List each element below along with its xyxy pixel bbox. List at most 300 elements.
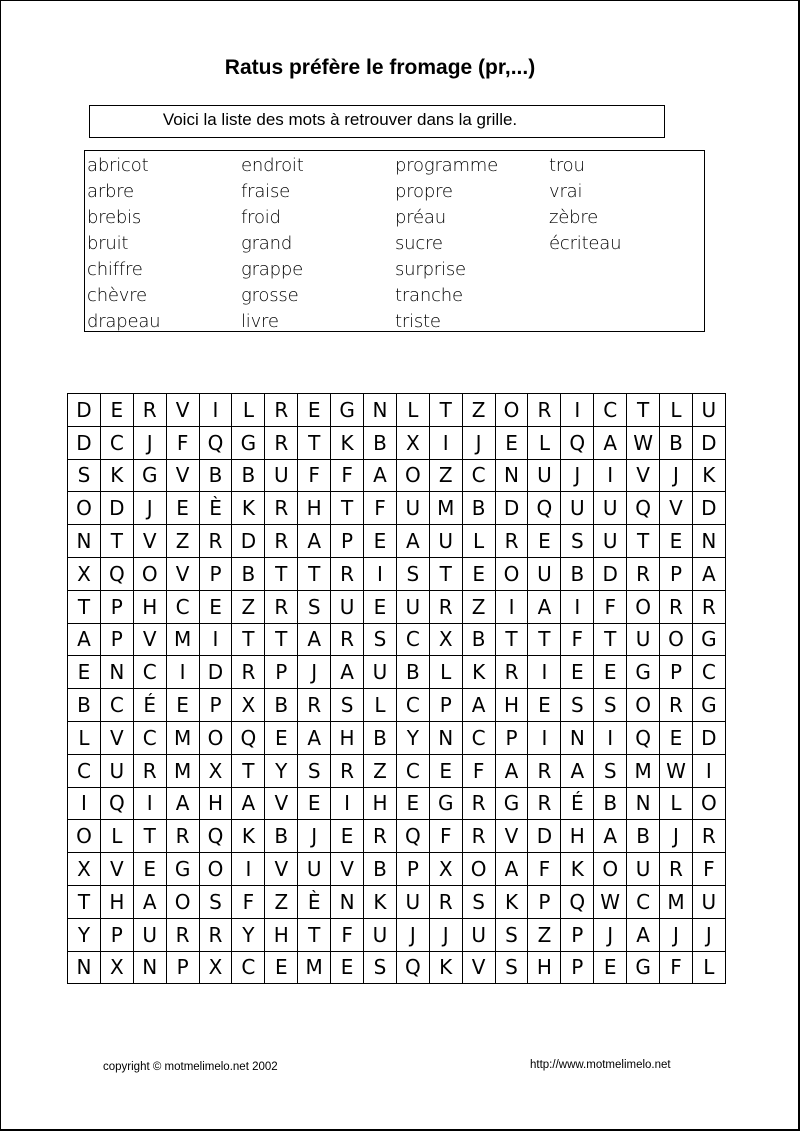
grid-cell[interactable]: Z bbox=[462, 394, 495, 427]
grid-cell[interactable]: U bbox=[594, 492, 627, 525]
grid-cell[interactable]: T bbox=[232, 754, 265, 787]
grid-cell[interactable]: P bbox=[396, 853, 429, 886]
grid-cell[interactable]: S bbox=[462, 885, 495, 918]
grid-cell[interactable]: U bbox=[692, 394, 725, 427]
grid-cell[interactable]: F bbox=[298, 459, 331, 492]
grid-cell[interactable]: I bbox=[166, 656, 199, 689]
grid-cell[interactable]: R bbox=[265, 590, 298, 623]
grid-cell[interactable]: C bbox=[100, 426, 133, 459]
grid-cell[interactable]: X bbox=[396, 426, 429, 459]
grid-cell[interactable]: X bbox=[199, 951, 232, 984]
grid-cell[interactable]: A bbox=[594, 820, 627, 853]
grid-cell[interactable]: O bbox=[166, 885, 199, 918]
grid-cell[interactable]: A bbox=[298, 721, 331, 754]
grid-cell[interactable]: M bbox=[660, 885, 693, 918]
grid-cell[interactable]: T bbox=[429, 394, 462, 427]
grid-cell[interactable]: K bbox=[364, 885, 397, 918]
grid-cell[interactable]: X bbox=[100, 951, 133, 984]
grid-cell[interactable]: T bbox=[265, 557, 298, 590]
grid-cell[interactable]: A bbox=[692, 557, 725, 590]
grid-cell[interactable]: P bbox=[528, 885, 561, 918]
grid-cell[interactable]: V bbox=[166, 394, 199, 427]
grid-cell[interactable]: G bbox=[495, 787, 528, 820]
grid-cell[interactable]: J bbox=[298, 820, 331, 853]
grid-cell[interactable]: J bbox=[561, 459, 594, 492]
grid-cell[interactable]: E bbox=[298, 394, 331, 427]
grid-cell[interactable]: K bbox=[100, 459, 133, 492]
grid-cell[interactable]: C bbox=[396, 754, 429, 787]
grid-cell[interactable]: P bbox=[100, 623, 133, 656]
grid-cell[interactable]: H bbox=[561, 820, 594, 853]
grid-cell[interactable]: X bbox=[429, 623, 462, 656]
grid-cell[interactable]: N bbox=[692, 525, 725, 558]
grid-cell[interactable]: P bbox=[100, 590, 133, 623]
grid-cell[interactable]: M bbox=[166, 754, 199, 787]
grid-cell[interactable]: C bbox=[133, 656, 166, 689]
grid-cell[interactable]: F bbox=[660, 951, 693, 984]
grid-cell[interactable]: L bbox=[364, 689, 397, 722]
grid-cell[interactable]: C bbox=[396, 623, 429, 656]
grid-cell[interactable]: U bbox=[396, 885, 429, 918]
grid-cell[interactable]: S bbox=[298, 590, 331, 623]
grid-cell[interactable]: P bbox=[660, 557, 693, 590]
grid-cell[interactable]: I bbox=[364, 557, 397, 590]
grid-cell[interactable]: B bbox=[232, 459, 265, 492]
grid-cell[interactable]: E bbox=[462, 557, 495, 590]
grid-cell[interactable]: Z bbox=[364, 754, 397, 787]
grid-cell[interactable]: R bbox=[133, 754, 166, 787]
grid-cell[interactable]: V bbox=[265, 787, 298, 820]
grid-cell[interactable]: Q bbox=[232, 721, 265, 754]
grid-cell[interactable]: R bbox=[265, 525, 298, 558]
grid-cell[interactable]: D bbox=[232, 525, 265, 558]
grid-cell[interactable]: L bbox=[692, 951, 725, 984]
grid-cell[interactable]: R bbox=[660, 689, 693, 722]
grid-cell[interactable]: K bbox=[462, 656, 495, 689]
grid-cell[interactable]: I bbox=[232, 853, 265, 886]
grid-cell[interactable]: W bbox=[660, 754, 693, 787]
grid-cell[interactable]: P bbox=[495, 721, 528, 754]
grid-cell[interactable]: X bbox=[232, 689, 265, 722]
grid-cell[interactable]: P bbox=[166, 951, 199, 984]
grid-cell[interactable]: H bbox=[199, 787, 232, 820]
grid-cell[interactable]: Q bbox=[528, 492, 561, 525]
grid-cell[interactable]: E bbox=[364, 525, 397, 558]
grid-cell[interactable]: N bbox=[495, 459, 528, 492]
grid-cell[interactable]: B bbox=[265, 689, 298, 722]
grid-cell[interactable]: K bbox=[561, 853, 594, 886]
grid-cell[interactable]: C bbox=[594, 394, 627, 427]
grid-cell[interactable]: J bbox=[133, 492, 166, 525]
grid-cell[interactable]: D bbox=[692, 426, 725, 459]
grid-cell[interactable]: A bbox=[232, 787, 265, 820]
grid-cell[interactable]: B bbox=[561, 557, 594, 590]
grid-cell[interactable]: I bbox=[495, 590, 528, 623]
grid-cell[interactable]: N bbox=[100, 656, 133, 689]
grid-cell[interactable]: P bbox=[199, 689, 232, 722]
grid-cell[interactable]: L bbox=[396, 394, 429, 427]
grid-cell[interactable]: K bbox=[331, 426, 364, 459]
grid-cell[interactable]: U bbox=[561, 492, 594, 525]
grid-cell[interactable]: M bbox=[429, 492, 462, 525]
grid-cell[interactable]: R bbox=[660, 853, 693, 886]
grid-cell[interactable]: R bbox=[265, 492, 298, 525]
grid-cell[interactable]: Q bbox=[627, 492, 660, 525]
grid-cell[interactable]: U bbox=[331, 590, 364, 623]
grid-cell[interactable]: G bbox=[627, 656, 660, 689]
grid-cell[interactable]: R bbox=[495, 656, 528, 689]
grid-cell[interactable]: E bbox=[396, 787, 429, 820]
grid-cell[interactable]: S bbox=[331, 689, 364, 722]
grid-cell[interactable]: Q bbox=[396, 951, 429, 984]
grid-cell[interactable]: T bbox=[429, 557, 462, 590]
grid-cell[interactable]: P bbox=[100, 918, 133, 951]
grid-cell[interactable]: R bbox=[429, 590, 462, 623]
grid-cell[interactable]: B bbox=[660, 426, 693, 459]
grid-cell[interactable]: F bbox=[166, 426, 199, 459]
grid-cell[interactable]: X bbox=[68, 557, 101, 590]
grid-cell[interactable]: J bbox=[429, 918, 462, 951]
grid-cell[interactable]: Y bbox=[265, 754, 298, 787]
grid-cell[interactable]: J bbox=[660, 820, 693, 853]
grid-cell[interactable]: U bbox=[627, 853, 660, 886]
grid-cell[interactable]: S bbox=[298, 754, 331, 787]
grid-cell[interactable]: V bbox=[166, 557, 199, 590]
grid-cell[interactable]: R bbox=[528, 394, 561, 427]
grid-cell[interactable]: R bbox=[528, 787, 561, 820]
grid-cell[interactable]: R bbox=[265, 426, 298, 459]
grid-cell[interactable]: V bbox=[331, 853, 364, 886]
grid-cell[interactable]: B bbox=[364, 853, 397, 886]
grid-cell[interactable]: F bbox=[331, 459, 364, 492]
grid-cell[interactable]: E bbox=[594, 951, 627, 984]
grid-cell[interactable]: R bbox=[627, 557, 660, 590]
grid-cell[interactable]: F bbox=[232, 885, 265, 918]
grid-cell[interactable]: N bbox=[561, 721, 594, 754]
grid-cell[interactable]: T bbox=[100, 525, 133, 558]
grid-cell[interactable]: R bbox=[429, 885, 462, 918]
grid-cell[interactable]: W bbox=[627, 426, 660, 459]
grid-cell[interactable]: A bbox=[561, 754, 594, 787]
grid-cell[interactable]: U bbox=[528, 557, 561, 590]
grid-cell[interactable]: H bbox=[133, 590, 166, 623]
grid-cell[interactable]: I bbox=[561, 394, 594, 427]
grid-cell[interactable]: E bbox=[68, 656, 101, 689]
grid-cell[interactable]: R bbox=[528, 754, 561, 787]
grid-cell[interactable]: S bbox=[594, 754, 627, 787]
grid-cell[interactable]: F bbox=[429, 820, 462, 853]
grid-cell[interactable]: A bbox=[166, 787, 199, 820]
grid-cell[interactable]: È bbox=[199, 492, 232, 525]
grid-cell[interactable]: F bbox=[364, 492, 397, 525]
grid-cell[interactable]: U bbox=[396, 492, 429, 525]
grid-cell[interactable]: T bbox=[232, 623, 265, 656]
grid-cell[interactable]: K bbox=[232, 820, 265, 853]
grid-cell[interactable]: V bbox=[133, 623, 166, 656]
grid-cell[interactable]: D bbox=[692, 492, 725, 525]
grid-cell[interactable]: W bbox=[594, 885, 627, 918]
grid-cell[interactable]: P bbox=[265, 656, 298, 689]
grid-cell[interactable]: S bbox=[68, 459, 101, 492]
grid-cell[interactable]: B bbox=[199, 459, 232, 492]
grid-cell[interactable]: T bbox=[133, 820, 166, 853]
grid-cell[interactable]: Q bbox=[561, 885, 594, 918]
grid-cell[interactable]: V bbox=[627, 459, 660, 492]
grid-cell[interactable]: C bbox=[68, 754, 101, 787]
grid-cell[interactable]: V bbox=[265, 853, 298, 886]
grid-cell[interactable]: V bbox=[133, 525, 166, 558]
grid-cell[interactable]: T bbox=[298, 557, 331, 590]
grid-cell[interactable]: Z bbox=[462, 590, 495, 623]
grid-cell[interactable]: A bbox=[495, 853, 528, 886]
grid-cell[interactable]: I bbox=[528, 721, 561, 754]
grid-cell[interactable]: O bbox=[133, 557, 166, 590]
grid-cell[interactable]: A bbox=[331, 656, 364, 689]
grid-cell[interactable]: E bbox=[364, 590, 397, 623]
grid-cell[interactable]: U bbox=[627, 623, 660, 656]
grid-cell[interactable]: I bbox=[528, 656, 561, 689]
grid-cell[interactable]: A bbox=[298, 623, 331, 656]
grid-cell[interactable]: R bbox=[265, 394, 298, 427]
grid-cell[interactable]: D bbox=[100, 492, 133, 525]
grid-cell[interactable]: I bbox=[68, 787, 101, 820]
grid-cell[interactable]: Y bbox=[232, 918, 265, 951]
grid-cell[interactable]: I bbox=[594, 721, 627, 754]
grid-cell[interactable]: T bbox=[298, 426, 331, 459]
grid-cell[interactable]: G bbox=[166, 853, 199, 886]
grid-cell[interactable]: O bbox=[594, 853, 627, 886]
grid-cell[interactable]: E bbox=[528, 525, 561, 558]
grid-cell[interactable]: É bbox=[133, 689, 166, 722]
grid-cell[interactable]: P bbox=[429, 689, 462, 722]
grid-cell[interactable]: F bbox=[692, 853, 725, 886]
grid-cell[interactable]: S bbox=[364, 951, 397, 984]
grid-cell[interactable]: Q bbox=[396, 820, 429, 853]
grid-cell[interactable]: R bbox=[199, 525, 232, 558]
grid-cell[interactable]: A bbox=[495, 754, 528, 787]
grid-cell[interactable]: B bbox=[594, 787, 627, 820]
grid-cell[interactable]: R bbox=[692, 590, 725, 623]
grid-cell[interactable]: O bbox=[627, 689, 660, 722]
grid-cell[interactable]: R bbox=[692, 820, 725, 853]
grid-cell[interactable]: G bbox=[232, 426, 265, 459]
grid-cell[interactable]: J bbox=[298, 656, 331, 689]
grid-cell[interactable]: K bbox=[692, 459, 725, 492]
grid-cell[interactable]: E bbox=[561, 656, 594, 689]
grid-cell[interactable]: S bbox=[364, 623, 397, 656]
grid-cell[interactable]: A bbox=[528, 590, 561, 623]
grid-cell[interactable]: E bbox=[331, 820, 364, 853]
grid-cell[interactable]: G bbox=[331, 394, 364, 427]
grid-cell[interactable]: Z bbox=[265, 885, 298, 918]
grid-cell[interactable]: J bbox=[660, 459, 693, 492]
grid-cell[interactable]: R bbox=[364, 820, 397, 853]
grid-cell[interactable]: E bbox=[100, 394, 133, 427]
grid-cell[interactable]: P bbox=[660, 656, 693, 689]
grid-cell[interactable]: J bbox=[660, 918, 693, 951]
grid-cell[interactable]: M bbox=[166, 623, 199, 656]
grid-cell[interactable]: H bbox=[364, 787, 397, 820]
grid-cell[interactable]: U bbox=[364, 918, 397, 951]
grid-cell[interactable]: U bbox=[396, 590, 429, 623]
grid-cell[interactable]: I bbox=[331, 787, 364, 820]
grid-cell[interactable]: Q bbox=[561, 426, 594, 459]
grid-cell[interactable]: R bbox=[495, 525, 528, 558]
grid-cell[interactable]: L bbox=[68, 721, 101, 754]
grid-cell[interactable]: J bbox=[396, 918, 429, 951]
grid-cell[interactable]: T bbox=[68, 885, 101, 918]
grid-cell[interactable]: S bbox=[495, 951, 528, 984]
grid-cell[interactable]: L bbox=[660, 787, 693, 820]
grid-cell[interactable]: H bbox=[331, 721, 364, 754]
grid-cell[interactable]: R bbox=[331, 623, 364, 656]
grid-cell[interactable]: R bbox=[331, 557, 364, 590]
grid-cell[interactable]: S bbox=[594, 689, 627, 722]
grid-cell[interactable]: R bbox=[133, 394, 166, 427]
grid-cell[interactable]: A bbox=[133, 885, 166, 918]
grid-cell[interactable]: J bbox=[133, 426, 166, 459]
grid-cell[interactable]: E bbox=[331, 951, 364, 984]
grid-cell[interactable]: E bbox=[495, 426, 528, 459]
grid-cell[interactable]: U bbox=[594, 525, 627, 558]
grid-cell[interactable]: X bbox=[68, 853, 101, 886]
grid-cell[interactable]: T bbox=[627, 525, 660, 558]
grid-cell[interactable]: F bbox=[561, 623, 594, 656]
grid-cell[interactable]: B bbox=[396, 656, 429, 689]
grid-cell[interactable]: H bbox=[298, 492, 331, 525]
grid-cell[interactable]: T bbox=[528, 623, 561, 656]
grid-cell[interactable]: O bbox=[396, 459, 429, 492]
grid-cell[interactable]: L bbox=[528, 426, 561, 459]
grid-cell[interactable]: A bbox=[594, 426, 627, 459]
grid-cell[interactable]: È bbox=[298, 885, 331, 918]
grid-cell[interactable]: E bbox=[166, 492, 199, 525]
grid-cell[interactable]: E bbox=[133, 853, 166, 886]
grid-cell[interactable]: É bbox=[561, 787, 594, 820]
grid-cell[interactable]: H bbox=[495, 689, 528, 722]
grid-cell[interactable]: R bbox=[331, 754, 364, 787]
grid-cell[interactable]: T bbox=[298, 918, 331, 951]
grid-cell[interactable]: N bbox=[627, 787, 660, 820]
grid-cell[interactable]: Q bbox=[627, 721, 660, 754]
grid-cell[interactable]: U bbox=[133, 918, 166, 951]
grid-cell[interactable]: J bbox=[692, 918, 725, 951]
grid-cell[interactable]: U bbox=[298, 853, 331, 886]
grid-cell[interactable]: A bbox=[462, 689, 495, 722]
grid-cell[interactable]: N bbox=[133, 951, 166, 984]
grid-cell[interactable]: F bbox=[331, 918, 364, 951]
grid-cell[interactable]: L bbox=[660, 394, 693, 427]
grid-cell[interactable]: B bbox=[627, 820, 660, 853]
grid-cell[interactable]: M bbox=[166, 721, 199, 754]
grid-cell[interactable]: R bbox=[660, 590, 693, 623]
grid-cell[interactable]: G bbox=[133, 459, 166, 492]
grid-cell[interactable]: H bbox=[528, 951, 561, 984]
grid-cell[interactable]: M bbox=[627, 754, 660, 787]
grid-cell[interactable]: G bbox=[627, 951, 660, 984]
grid-cell[interactable]: D bbox=[528, 820, 561, 853]
grid-cell[interactable]: D bbox=[68, 394, 101, 427]
grid-cell[interactable]: Z bbox=[429, 459, 462, 492]
grid-cell[interactable]: E bbox=[265, 951, 298, 984]
grid-cell[interactable]: G bbox=[692, 689, 725, 722]
grid-cell[interactable]: Z bbox=[166, 525, 199, 558]
grid-cell[interactable]: O bbox=[199, 853, 232, 886]
grid-cell[interactable]: C bbox=[133, 721, 166, 754]
grid-cell[interactable]: X bbox=[429, 853, 462, 886]
grid-cell[interactable]: Q bbox=[100, 787, 133, 820]
grid-cell[interactable]: A bbox=[68, 623, 101, 656]
grid-cell[interactable]: I bbox=[594, 459, 627, 492]
grid-cell[interactable]: F bbox=[462, 754, 495, 787]
grid-cell[interactable]: Q bbox=[199, 426, 232, 459]
grid-cell[interactable]: C bbox=[166, 590, 199, 623]
grid-cell[interactable]: I bbox=[199, 394, 232, 427]
grid-cell[interactable]: T bbox=[68, 590, 101, 623]
grid-cell[interactable]: J bbox=[462, 426, 495, 459]
grid-cell[interactable]: S bbox=[495, 918, 528, 951]
grid-cell[interactable]: K bbox=[429, 951, 462, 984]
grid-cell[interactable]: T bbox=[331, 492, 364, 525]
grid-cell[interactable]: K bbox=[232, 492, 265, 525]
grid-cell[interactable]: P bbox=[199, 557, 232, 590]
grid-cell[interactable]: R bbox=[462, 787, 495, 820]
grid-cell[interactable]: L bbox=[429, 656, 462, 689]
grid-cell[interactable]: E bbox=[660, 525, 693, 558]
grid-cell[interactable]: D bbox=[594, 557, 627, 590]
grid-cell[interactable]: N bbox=[68, 951, 101, 984]
grid-cell[interactable]: U bbox=[265, 459, 298, 492]
grid-cell[interactable]: A bbox=[396, 525, 429, 558]
grid-cell[interactable]: E bbox=[528, 689, 561, 722]
grid-cell[interactable]: O bbox=[495, 394, 528, 427]
grid-cell[interactable]: D bbox=[199, 656, 232, 689]
grid-cell[interactable]: I bbox=[429, 426, 462, 459]
grid-cell[interactable]: O bbox=[495, 557, 528, 590]
grid-cell[interactable]: P bbox=[561, 951, 594, 984]
grid-cell[interactable]: N bbox=[68, 525, 101, 558]
grid-cell[interactable]: U bbox=[100, 754, 133, 787]
grid-cell[interactable]: E bbox=[166, 689, 199, 722]
grid-cell[interactable]: R bbox=[199, 918, 232, 951]
grid-cell[interactable]: C bbox=[462, 721, 495, 754]
grid-cell[interactable]: K bbox=[495, 885, 528, 918]
grid-cell[interactable]: F bbox=[594, 590, 627, 623]
grid-cell[interactable]: R bbox=[232, 656, 265, 689]
grid-cell[interactable]: C bbox=[100, 689, 133, 722]
grid-cell[interactable]: U bbox=[429, 525, 462, 558]
grid-cell[interactable]: U bbox=[364, 656, 397, 689]
grid-cell[interactable]: C bbox=[627, 885, 660, 918]
grid-cell[interactable]: V bbox=[100, 721, 133, 754]
grid-cell[interactable]: C bbox=[232, 951, 265, 984]
grid-cell[interactable]: P bbox=[331, 525, 364, 558]
grid-cell[interactable]: F bbox=[528, 853, 561, 886]
grid-cell[interactable]: O bbox=[68, 820, 101, 853]
grid-cell[interactable]: A bbox=[364, 459, 397, 492]
grid-cell[interactable]: Y bbox=[68, 918, 101, 951]
grid-cell[interactable]: T bbox=[627, 394, 660, 427]
grid-cell[interactable]: R bbox=[462, 820, 495, 853]
grid-cell[interactable]: L bbox=[100, 820, 133, 853]
grid-cell[interactable]: B bbox=[364, 721, 397, 754]
grid-cell[interactable]: P bbox=[561, 918, 594, 951]
grid-cell[interactable]: L bbox=[232, 394, 265, 427]
grid-cell[interactable]: N bbox=[429, 721, 462, 754]
grid-cell[interactable]: D bbox=[692, 721, 725, 754]
grid-cell[interactable]: V bbox=[462, 951, 495, 984]
grid-cell[interactable]: E bbox=[594, 656, 627, 689]
